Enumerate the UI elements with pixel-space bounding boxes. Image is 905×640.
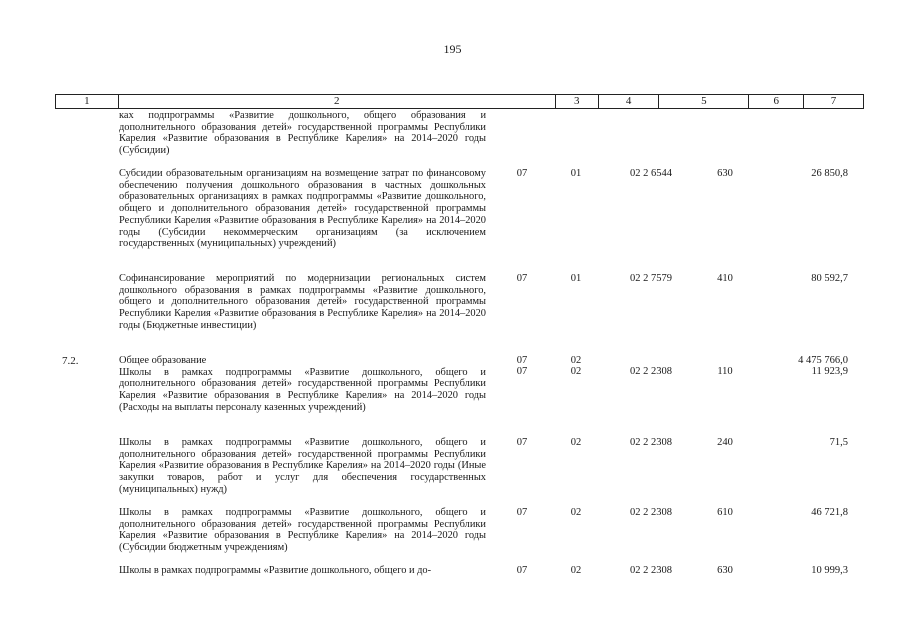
row-subsection: 02 — [570, 366, 582, 377]
row-description: Школы в рамках подпрограммы «Развитие дошкольного, общего и дополнительного образования детей» государственной программы Республики Карелия «Развитие образования в Республике Карелия» на 2014–2020 годы (Иные закупки товаров, работ и услуг для обеспечения государственных (муниципальных) нужд) — [119, 437, 486, 495]
table-row — [0, 110, 905, 168]
row-amount: 26 850,8 — [811, 168, 848, 179]
table-body — [0, 110, 905, 585]
header-col-2: 2 — [119, 95, 556, 108]
row-expense-type: 610 — [717, 507, 733, 518]
row-subsection: 01 — [570, 273, 582, 284]
row-target-code: 02 2 7579 — [630, 273, 672, 284]
header-col-7: 7 — [830, 95, 837, 107]
header-col-5: 5 — [659, 95, 749, 108]
row-target-code: 02 2 6544 — [630, 168, 672, 179]
page-number: 195 — [443, 42, 462, 56]
row-expense-type: 410 — [717, 273, 733, 284]
row-subsection: 02 — [570, 507, 582, 518]
row-description: Школы в рамках подпрограммы «Развитие дошкольного, общего и до- — [119, 565, 432, 576]
row-target-code: 02 2 2308 — [630, 437, 672, 448]
row-section: 07 — [516, 355, 528, 366]
row-description: Субсидии образовательным организациям на возмещение затрат по финансовому обеспечению получения дошкольного образования в частных дошкольных образовательных организациях в рамках подпрограммы «Развитие дошкольного, общего и дополнительного образования детей» государственной программы Республики Карелия «Развитие образования в Республике Карелия» на 2014–2020 годы (Субсидии некоммерческим организациям (за исключением государственных (муниципальных) учреждений) — [119, 168, 486, 250]
table-row — [0, 565, 905, 585]
row-subsection: 02 — [570, 355, 582, 366]
section-title: Общее образование — [119, 355, 207, 366]
row-section: 07 — [516, 507, 528, 518]
row-amount: 46 721,8 — [811, 507, 848, 518]
row-section: 07 — [516, 168, 528, 179]
row-description: Школы в рамках подпрограммы «Развитие дошкольного, общего и дополнительного образования детей» государственной программы Республики Карелия «Развитие образования в Республике Карелия» на 2014–2020 годы (Расходы на выплаты персоналу казенных учреждений) — [119, 366, 486, 413]
row-description: Софинансирование мероприятий по модернизации региональных систем дошкольного образования в рамках подпрограммы «Развитие дошкольного, общего и дополнительного образования детей» государственной программы Республики Карелия «Развитие образования в Республике Карелия» на 2014–2020 годы (Бюджетные инвестиции) — [119, 273, 486, 331]
row-section: 07 — [516, 565, 528, 576]
row-amount: 4 475 766,0 — [798, 355, 848, 366]
row-section: 07 — [516, 273, 528, 284]
row-amount: 10 999,3 — [811, 565, 848, 576]
row-description: ках подпрограммы «Развитие дошкольного, общего образования и дополнительного образования детей» государственной программы Республики Карелия «Развитие образования в Республике Карелия» на 2014–2020 годы (Субсидии) — [119, 110, 486, 157]
header-col-1: 1 — [56, 95, 119, 108]
table-row — [0, 168, 905, 273]
row-expense-type: 630 — [717, 168, 733, 179]
row-expense-type: 110 — [717, 366, 733, 377]
table-header — [55, 94, 864, 109]
row-target-code: 02 2 2308 — [630, 565, 672, 576]
row-expense-type: 240 — [717, 437, 733, 448]
row-number: 7.2. — [62, 355, 79, 367]
header-col-4: 4 — [599, 95, 660, 108]
row-subsection: 02 — [570, 565, 582, 576]
table-row — [0, 273, 905, 355]
row-target-code: 02 2 2308 — [630, 366, 672, 377]
table-row — [0, 437, 905, 507]
header-col-6: 6 — [749, 95, 804, 108]
table-row — [0, 355, 905, 437]
row-subsection: 01 — [570, 168, 582, 179]
table-row — [0, 507, 905, 565]
row-amount: 71,5 — [829, 437, 848, 448]
row-section: 07 — [516, 437, 528, 448]
header-col-3: 3 — [556, 95, 599, 108]
row-target-code: 02 2 2308 — [630, 507, 672, 518]
row-amount: 11 923,9 — [811, 366, 848, 377]
row-amount: 80 592,7 — [811, 273, 848, 284]
row-expense-type: 630 — [717, 565, 733, 576]
row-description: Школы в рамках подпрограммы «Развитие дошкольного, общего и дополнительного образования детей» государственной программы Республики Карелия «Развитие образования в Республике Карелия» на 2014–2020 годы (Субсидии бюджетным учреждениям) — [119, 507, 486, 554]
row-section: 07 — [516, 366, 528, 377]
row-subsection: 02 — [570, 437, 582, 448]
